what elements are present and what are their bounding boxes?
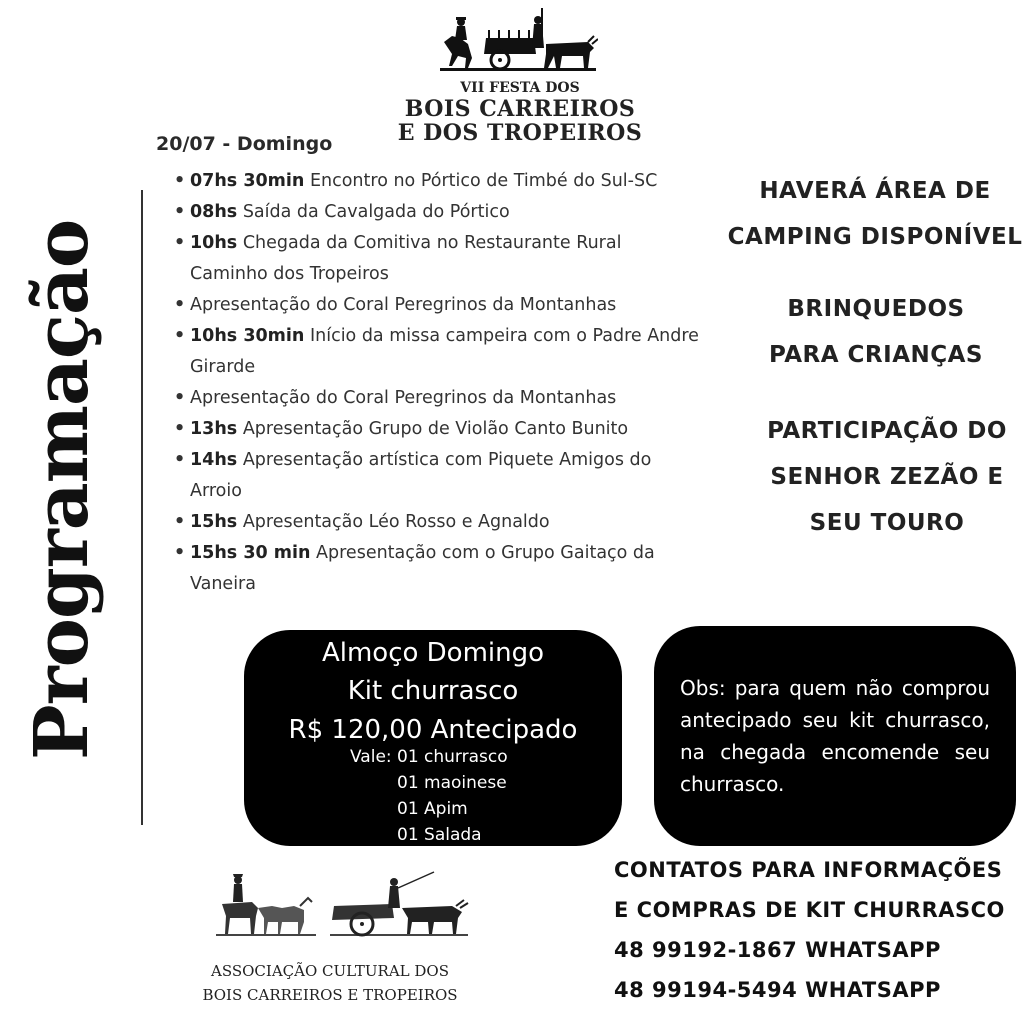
event-title-line3: E DOS TROPEIROS xyxy=(397,120,643,146)
schedule-text: Chegada da Comitiva no Restaurante Rural Caminho dos Tropeiros xyxy=(190,233,622,284)
zezao-note-line3: SEU TOURO xyxy=(809,510,965,536)
schedule-time: 15hs 30 min xyxy=(190,543,311,563)
zezao-note-line1: PARTICIPAÇÃO DO xyxy=(767,418,1007,444)
schedule-item xyxy=(170,197,700,228)
ox-cart-logo xyxy=(438,8,598,78)
schedule-item xyxy=(170,383,700,414)
lunch-title: Almoço Domingo xyxy=(321,638,545,668)
schedule-item xyxy=(170,445,700,507)
schedule-item xyxy=(170,507,700,538)
vale-item: 01 Apim xyxy=(397,799,468,819)
lunch-kit: Kit churrasco xyxy=(347,676,519,706)
schedule-item xyxy=(170,166,700,197)
schedule-item xyxy=(170,290,700,321)
schedule-text: Saída da Cavalgada do Pórtico xyxy=(242,202,510,222)
camping-note-line1: HAVERÁ ÁREA DE xyxy=(759,178,991,204)
lunch-box xyxy=(244,630,622,846)
schedule-item xyxy=(170,228,700,290)
lunch-price: R$ 120,00 Antecipado xyxy=(288,715,578,745)
schedule-time: 14hs xyxy=(190,450,238,470)
schedule-time: 10hs 30min xyxy=(190,326,305,346)
contacts-heading-line2: E COMPRAS DE KIT CHURRASCO xyxy=(614,898,1005,922)
contacts-heading-line1: CONTATOS PARA INFORMAÇÕES xyxy=(614,858,1003,882)
schedule-time: 15hs xyxy=(190,512,238,532)
association-name-line2: BOIS CARREIROS E TROPEIROS xyxy=(202,986,458,1004)
schedule-text: Início da missa campeira com o Padre Andre Girarde xyxy=(190,326,699,377)
obs-text: Obs: para quem não comprou antecipado seu kit churrasco, na chegada encomende seu churrasco. xyxy=(680,676,990,796)
zezao-note-line2: SENHOR ZEZÃO E xyxy=(770,464,1004,490)
schedule-list xyxy=(170,166,700,600)
schedule-time: 13hs xyxy=(190,419,238,439)
schedule-text: Apresentação com o Grupo Gaitaço da Vaneira xyxy=(190,543,655,594)
schedule-item xyxy=(170,321,700,383)
schedule-time: 10hs xyxy=(190,233,238,253)
camping-note xyxy=(720,168,1024,260)
toys-note-line1: BRINQUEDOS xyxy=(787,296,965,322)
toys-note xyxy=(726,286,1024,378)
zezao-note xyxy=(737,408,1024,546)
schedule-date: 20/07 - Domingo xyxy=(156,133,333,155)
toys-note-line2: PARA CRIANÇAS xyxy=(768,342,983,368)
schedule-text: Encontro no Pórtico de Timbé do Sul-SC xyxy=(309,171,658,191)
schedule-time: 07hs 30min xyxy=(190,171,305,191)
event-title-line1: VII FESTA DOS xyxy=(460,80,580,96)
schedule-text: Apresentação do Coral Peregrinos da Montanhas xyxy=(190,295,617,315)
contact-phone[interactable]: 48 99192-1867 WHATSAPP xyxy=(614,938,941,962)
vale-item: 01 maoinese xyxy=(397,773,507,793)
schedule-time: 08hs xyxy=(190,202,238,222)
camping-note-line2: CAMPING DISPONÍVEL xyxy=(727,224,1023,250)
programacao-vertical-title: Programação xyxy=(19,219,105,760)
vale-item: 01 churrasco xyxy=(397,747,508,767)
schedule-text: Apresentação Grupo de Violão Canto Bunito xyxy=(242,419,629,439)
schedule-item xyxy=(170,538,700,600)
vale-item: 01 Salada xyxy=(397,825,482,845)
schedule-text: Apresentação Léo Rosso e Agnaldo xyxy=(242,512,550,532)
association-name-line1: ASSOCIAÇÃO CULTURAL DOS xyxy=(211,962,449,980)
contact-phone[interactable]: 48 99194-5494 WHATSAPP xyxy=(614,978,941,1002)
vertical-divider xyxy=(141,190,143,825)
schedule-item xyxy=(170,414,700,445)
schedule-text: Apresentação do Coral Peregrinos da Montanhas xyxy=(190,388,617,408)
obs-box xyxy=(654,626,1016,846)
schedule-text: Apresentação artística com Piquete Amigos do Arroio xyxy=(190,450,652,501)
vale-label: Vale: xyxy=(350,747,392,767)
association-logo xyxy=(212,868,472,948)
event-title-line2: BOIS CARREIROS xyxy=(404,96,636,122)
